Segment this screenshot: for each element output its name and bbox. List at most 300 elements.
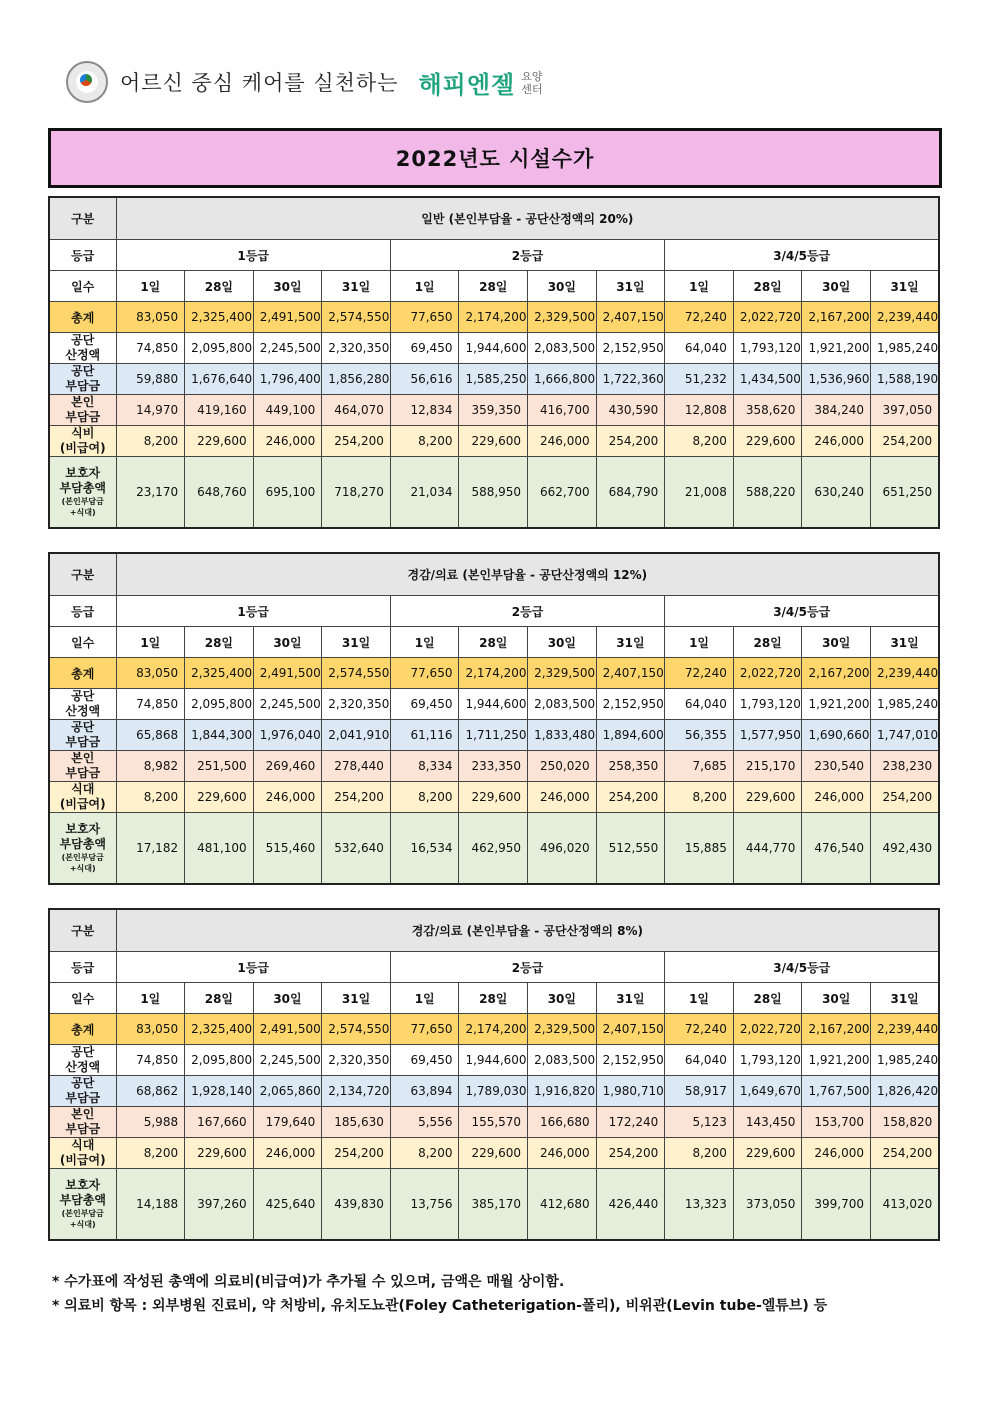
days-header: 30일 — [528, 627, 597, 658]
grade-header: 3/4/5등급 — [665, 240, 939, 271]
cell-total: 2,239,440 — [871, 658, 940, 689]
days-header: 1일 — [665, 983, 734, 1014]
cell-total: 2,174,200 — [459, 658, 528, 689]
cell-guard: 515,460 — [253, 813, 322, 885]
cell-self: 233,350 — [459, 751, 528, 782]
cell-guard: 496,020 — [528, 813, 597, 885]
cell-gong: 58,917 — [665, 1076, 734, 1107]
cell-self: 215,170 — [733, 751, 802, 782]
fee-table — [48, 196, 940, 529]
cell-guard: 588,950 — [459, 457, 528, 529]
days-header: 1일 — [390, 627, 459, 658]
days-header: 28일 — [733, 627, 802, 658]
cell-total: 2,407,150 — [596, 658, 665, 689]
cell-gong: 1,649,670 — [733, 1076, 802, 1107]
cell-calc: 74,850 — [116, 333, 185, 364]
cell-self: 167,660 — [185, 1107, 254, 1138]
cell-calc: 2,320,350 — [322, 333, 391, 364]
table-heading: 경감/의료 (본인부담율 - 공단산정액의 8%) — [116, 909, 939, 952]
days-header: 31일 — [596, 271, 665, 302]
cell-calc: 2,083,500 — [528, 333, 597, 364]
cell-guard: 662,700 — [528, 457, 597, 529]
cell-meal: 8,200 — [116, 426, 185, 457]
cell-meal: 246,000 — [802, 1138, 871, 1169]
grade-header: 3/4/5등급 — [665, 952, 940, 983]
cell-guard: 17,182 — [116, 813, 185, 885]
cell-meal: 229,600 — [733, 782, 802, 813]
cell-total: 2,167,200 — [802, 302, 871, 333]
table-row — [49, 426, 939, 457]
cell-guard: 21,008 — [665, 457, 734, 529]
row-label-self: 본인 부담금 — [49, 1107, 116, 1138]
page-header — [66, 62, 542, 102]
cell-total: 2,174,200 — [459, 302, 528, 333]
footnote: * 의료비 항목 : 외부병원 진료비, 약 처방비, 유치도뇨관(Foley Catheterigation-폴리), 비위관(Levin tube-엘튜브) 등 — [52, 1298, 828, 1314]
cell-self: 153,700 — [802, 1107, 871, 1138]
cell-calc: 1,985,240 — [871, 689, 940, 720]
cell-meal: 8,200 — [665, 782, 734, 813]
cell-self: 238,230 — [871, 751, 940, 782]
grade-header: 2등급 — [390, 596, 664, 627]
days-header: 31일 — [871, 271, 940, 302]
cell-meal: 8,200 — [665, 1138, 734, 1169]
cell-meal: 254,200 — [596, 1138, 665, 1169]
cell-total: 2,325,400 — [185, 1014, 254, 1045]
cell-calc: 64,040 — [665, 333, 734, 364]
cell-calc: 2,245,500 — [253, 689, 322, 720]
cell-calc: 1,985,240 — [871, 333, 940, 364]
cell-calc: 74,850 — [116, 689, 185, 720]
table-row — [49, 333, 939, 364]
days-header: 31일 — [596, 983, 665, 1014]
cell-meal: 229,600 — [733, 1138, 802, 1169]
cell-gong: 61,116 — [390, 720, 459, 751]
cell-gong: 1,588,190 — [871, 364, 940, 395]
cell-calc: 1,793,120 — [733, 1045, 802, 1076]
cell-total: 2,574,550 — [322, 658, 391, 689]
cell-self: 12,808 — [665, 395, 734, 426]
days-label: 일수 — [49, 271, 116, 302]
cell-total: 83,050 — [116, 302, 185, 333]
cell-total: 2,329,500 — [528, 302, 597, 333]
row-label-self: 본인 부담금 — [49, 395, 116, 426]
cell-total: 77,650 — [390, 1014, 459, 1045]
cell-guard: 630,240 — [802, 457, 871, 529]
cell-self: 230,540 — [802, 751, 871, 782]
cell-self: 358,620 — [733, 395, 802, 426]
cell-self: 278,440 — [322, 751, 391, 782]
gubun-label: 구분 — [49, 553, 116, 596]
days-header: 31일 — [871, 983, 940, 1014]
cell-self: 419,160 — [185, 395, 254, 426]
days-label: 일수 — [49, 983, 116, 1014]
cell-self: 258,350 — [596, 751, 665, 782]
days-header: 30일 — [253, 983, 322, 1014]
cell-total: 2,574,550 — [322, 302, 391, 333]
cell-calc: 64,040 — [665, 1045, 734, 1076]
days-header: 31일 — [596, 627, 665, 658]
days-header: 30일 — [802, 627, 871, 658]
cell-guard: 13,323 — [665, 1169, 734, 1241]
table-row — [49, 364, 939, 395]
row-label-gong: 공단 부담금 — [49, 720, 116, 751]
cell-calc: 2,152,950 — [596, 333, 665, 364]
cell-guard: 439,830 — [322, 1169, 391, 1241]
cell-meal: 246,000 — [528, 426, 597, 457]
cell-gong: 1,796,400 — [253, 364, 322, 395]
cell-gong: 1,789,030 — [459, 1076, 528, 1107]
cell-gong: 51,232 — [665, 364, 734, 395]
cell-meal: 246,000 — [253, 426, 322, 457]
cell-self: 5,556 — [390, 1107, 459, 1138]
cell-guard: 425,640 — [253, 1169, 322, 1241]
cell-gong: 1,711,250 — [459, 720, 528, 751]
cell-meal: 246,000 — [253, 782, 322, 813]
table-row — [49, 1076, 939, 1107]
cell-gong: 56,355 — [665, 720, 734, 751]
days-header: 31일 — [871, 627, 940, 658]
days-header: 28일 — [733, 271, 802, 302]
seal-logo-icon — [66, 61, 108, 103]
cell-guard: 512,550 — [596, 813, 665, 885]
cell-self: 430,590 — [596, 395, 665, 426]
grade-header: 3/4/5등급 — [665, 596, 939, 627]
cell-gong: 1,894,600 — [596, 720, 665, 751]
table-row — [49, 751, 939, 782]
cell-meal: 229,600 — [185, 1138, 254, 1169]
cell-guard: 462,950 — [459, 813, 528, 885]
cell-meal: 246,000 — [528, 782, 597, 813]
days-header: 31일 — [322, 271, 391, 302]
cell-meal: 254,200 — [596, 782, 665, 813]
cell-self: 416,700 — [528, 395, 597, 426]
cell-gong: 1,976,040 — [253, 720, 322, 751]
row-label-total: 총계 — [49, 1014, 116, 1045]
row-label-meal: 식비 (비급여) — [49, 426, 116, 457]
days-header: 1일 — [116, 627, 185, 658]
cell-meal: 8,200 — [390, 426, 459, 457]
cell-guard: 413,020 — [871, 1169, 940, 1241]
days-header: 30일 — [528, 271, 597, 302]
cell-total: 2,022,720 — [733, 302, 802, 333]
cell-guard: 399,700 — [802, 1169, 871, 1241]
days-header: 28일 — [185, 271, 254, 302]
cell-meal: 254,200 — [596, 426, 665, 457]
table-row — [49, 1138, 939, 1169]
cell-calc: 1,793,120 — [733, 689, 802, 720]
cell-gong: 1,916,820 — [528, 1076, 597, 1107]
cell-calc: 2,152,950 — [596, 689, 665, 720]
cell-guard: 492,430 — [871, 813, 940, 885]
grade-header: 2등급 — [390, 240, 664, 271]
cell-guard: 588,220 — [733, 457, 802, 529]
cell-self: 269,460 — [253, 751, 322, 782]
cell-calc: 1,921,200 — [802, 1045, 871, 1076]
cell-meal: 254,200 — [322, 426, 391, 457]
table-row — [49, 302, 939, 333]
cell-guard: 412,680 — [528, 1169, 597, 1241]
cell-total: 2,407,150 — [596, 1014, 665, 1045]
table-row — [49, 1169, 939, 1241]
cell-calc: 74,850 — [116, 1045, 185, 1076]
cell-guard: 444,770 — [733, 813, 802, 885]
days-label: 일수 — [49, 627, 116, 658]
cell-guard: 397,260 — [185, 1169, 254, 1241]
cell-meal: 254,200 — [871, 782, 940, 813]
row-label-calc: 공단 산정액 — [49, 333, 116, 364]
cell-meal: 229,600 — [733, 426, 802, 457]
cell-guard: 16,534 — [390, 813, 459, 885]
cell-total: 2,329,500 — [528, 1014, 597, 1045]
grade-label: 등급 — [49, 240, 116, 271]
cell-self: 250,020 — [528, 751, 597, 782]
cell-calc: 1,921,200 — [802, 689, 871, 720]
brand-name: 해피엔젤 — [418, 70, 516, 99]
cell-calc: 69,450 — [390, 689, 459, 720]
cell-meal: 8,200 — [116, 782, 185, 813]
cell-self: 251,500 — [185, 751, 254, 782]
table-row — [49, 813, 939, 885]
cell-guard: 15,885 — [665, 813, 734, 885]
cell-self: 7,685 — [665, 751, 734, 782]
table-row — [49, 457, 939, 529]
cell-self: 143,450 — [733, 1107, 802, 1138]
cell-gong: 1,747,010 — [871, 720, 940, 751]
cell-self: 158,820 — [871, 1107, 940, 1138]
days-header: 30일 — [528, 983, 597, 1014]
cell-guard: 21,034 — [390, 457, 459, 529]
cell-meal: 8,200 — [116, 1138, 185, 1169]
cell-calc: 2,095,800 — [185, 1045, 254, 1076]
days-header: 30일 — [802, 983, 871, 1014]
cell-guard: 695,100 — [253, 457, 322, 529]
cell-total: 72,240 — [665, 1014, 734, 1045]
cell-self: 397,050 — [871, 395, 940, 426]
days-header: 28일 — [459, 983, 528, 1014]
cell-meal: 254,200 — [322, 782, 391, 813]
cell-self: 5,988 — [116, 1107, 185, 1138]
cell-calc: 2,320,350 — [322, 1045, 391, 1076]
cell-guard: 648,760 — [185, 457, 254, 529]
cell-meal: 246,000 — [253, 1138, 322, 1169]
days-header: 28일 — [185, 983, 254, 1014]
cell-calc: 64,040 — [665, 689, 734, 720]
cell-gong: 1,844,300 — [185, 720, 254, 751]
days-header: 1일 — [665, 627, 734, 658]
gubun-label: 구분 — [49, 909, 116, 952]
cell-gong: 1,690,660 — [802, 720, 871, 751]
table-row — [49, 1014, 939, 1045]
cell-self: 384,240 — [802, 395, 871, 426]
cell-guard: 14,188 — [116, 1169, 185, 1241]
cell-self: 8,334 — [390, 751, 459, 782]
cell-gong: 2,065,860 — [253, 1076, 322, 1107]
cell-calc: 2,095,800 — [185, 333, 254, 364]
row-label-self: 본인 부담금 — [49, 751, 116, 782]
cell-gong: 1,585,250 — [459, 364, 528, 395]
cell-self: 155,570 — [459, 1107, 528, 1138]
slogan: 어르신 중심 케어를 실천하는 — [120, 71, 399, 95]
table-row — [49, 658, 939, 689]
days-header: 1일 — [665, 271, 734, 302]
cell-meal: 229,600 — [185, 782, 254, 813]
cell-total: 77,650 — [390, 302, 459, 333]
cell-gong: 65,868 — [116, 720, 185, 751]
row-label-guard: 보호자 부담총액 (본인부담금 +식대) — [49, 457, 116, 529]
cell-calc: 69,450 — [390, 1045, 459, 1076]
cell-self: 179,640 — [253, 1107, 322, 1138]
cell-self: 464,070 — [322, 395, 391, 426]
days-header: 28일 — [459, 627, 528, 658]
grade-header: 1등급 — [116, 596, 390, 627]
cell-gong: 1,722,360 — [596, 364, 665, 395]
grade-header: 1등급 — [116, 240, 390, 271]
cell-calc: 2,083,500 — [528, 1045, 597, 1076]
days-header: 1일 — [116, 271, 185, 302]
cell-guard: 373,050 — [733, 1169, 802, 1241]
days-header: 28일 — [185, 627, 254, 658]
cell-calc: 69,450 — [390, 333, 459, 364]
cell-guard: 651,250 — [871, 457, 940, 529]
table-heading: 경감/의료 (본인부담율 - 공단산정액의 12%) — [116, 553, 939, 596]
cell-self: 166,680 — [528, 1107, 597, 1138]
table-heading: 일반 (본인부담율 - 공단산정액의 20%) — [116, 197, 939, 240]
days-header: 28일 — [459, 271, 528, 302]
cell-meal: 8,200 — [390, 782, 459, 813]
cell-gong: 2,041,910 — [322, 720, 391, 751]
cell-guard: 385,170 — [459, 1169, 528, 1241]
cell-guard: 532,640 — [322, 813, 391, 885]
row-label-total: 총계 — [49, 302, 116, 333]
footnotes — [52, 1270, 827, 1318]
gubun-label: 구분 — [49, 197, 116, 240]
cell-calc: 2,320,350 — [322, 689, 391, 720]
days-header: 28일 — [733, 983, 802, 1014]
cell-meal: 8,200 — [390, 1138, 459, 1169]
cell-gong: 1,666,800 — [528, 364, 597, 395]
cell-self: 5,123 — [665, 1107, 734, 1138]
cell-self: 14,970 — [116, 395, 185, 426]
cell-gong: 1,434,500 — [733, 364, 802, 395]
cell-guard: 481,100 — [185, 813, 254, 885]
grade-label: 등급 — [49, 596, 116, 627]
row-label-meal: 식대 (비급여) — [49, 782, 116, 813]
grade-header: 2등급 — [390, 952, 664, 983]
cell-meal: 229,600 — [459, 782, 528, 813]
days-header: 1일 — [116, 983, 185, 1014]
cell-total: 77,650 — [390, 658, 459, 689]
cell-meal: 254,200 — [322, 1138, 391, 1169]
cell-total: 2,325,400 — [185, 658, 254, 689]
days-header: 30일 — [802, 271, 871, 302]
days-header: 1일 — [390, 271, 459, 302]
cell-total: 2,491,500 — [253, 1014, 322, 1045]
row-label-total: 총계 — [49, 658, 116, 689]
cell-meal: 246,000 — [802, 782, 871, 813]
days-header: 30일 — [253, 627, 322, 658]
cell-calc: 1,921,200 — [802, 333, 871, 364]
cell-gong: 1,676,640 — [185, 364, 254, 395]
cell-calc: 1,944,600 — [459, 1045, 528, 1076]
cell-gong: 63,894 — [390, 1076, 459, 1107]
cell-guard: 23,170 — [116, 457, 185, 529]
cell-calc: 1,944,600 — [459, 689, 528, 720]
days-header: 31일 — [322, 627, 391, 658]
cell-calc: 2,152,950 — [596, 1045, 665, 1076]
row-label-guard: 보호자 부담총액 (본인부담금 +식대) — [49, 813, 116, 885]
cell-calc: 2,083,500 — [528, 689, 597, 720]
cell-self: 359,350 — [459, 395, 528, 426]
row-label-meal: 식대 (비급여) — [49, 1138, 116, 1169]
row-label-guard: 보호자 부담총액 (본인부담금 +식대) — [49, 1169, 116, 1241]
cell-gong: 56,616 — [390, 364, 459, 395]
table-row — [49, 689, 939, 720]
fee-table — [48, 552, 940, 885]
cell-total: 2,167,200 — [802, 1014, 871, 1045]
page-title: 2022년도 시설수가 — [48, 128, 942, 188]
cell-gong: 68,862 — [116, 1076, 185, 1107]
cell-total: 72,240 — [665, 658, 734, 689]
cell-calc: 2,245,500 — [253, 1045, 322, 1076]
cell-total: 2,325,400 — [185, 302, 254, 333]
cell-gong: 1,833,480 — [528, 720, 597, 751]
cell-calc: 1,985,240 — [871, 1045, 940, 1076]
cell-self: 172,240 — [596, 1107, 665, 1138]
grade-label: 등급 — [49, 952, 116, 983]
cell-meal: 254,200 — [871, 1138, 940, 1169]
cell-calc: 2,245,500 — [253, 333, 322, 364]
days-header: 30일 — [253, 271, 322, 302]
cell-calc: 1,793,120 — [733, 333, 802, 364]
cell-self: 185,630 — [322, 1107, 391, 1138]
cell-total: 2,167,200 — [802, 658, 871, 689]
cell-total: 2,174,200 — [459, 1014, 528, 1045]
cell-guard: 718,270 — [322, 457, 391, 529]
cell-meal: 254,200 — [871, 426, 940, 457]
cell-self: 12,834 — [390, 395, 459, 426]
row-label-gong: 공단 부담금 — [49, 1076, 116, 1107]
brand-sub: 요양 센터 — [521, 70, 543, 96]
table-row — [49, 1045, 939, 1076]
cell-guard: 684,790 — [596, 457, 665, 529]
days-header: 1일 — [390, 983, 459, 1014]
fee-table — [48, 908, 940, 1241]
cell-total: 72,240 — [665, 302, 734, 333]
table-row — [49, 782, 939, 813]
cell-gong: 1,856,280 — [322, 364, 391, 395]
cell-gong: 59,880 — [116, 364, 185, 395]
cell-calc: 1,944,600 — [459, 333, 528, 364]
cell-guard: 476,540 — [802, 813, 871, 885]
cell-total: 2,491,500 — [253, 302, 322, 333]
cell-gong: 1,826,420 — [871, 1076, 940, 1107]
cell-total: 2,574,550 — [322, 1014, 391, 1045]
cell-self: 449,100 — [253, 395, 322, 426]
cell-meal: 246,000 — [528, 1138, 597, 1169]
table-row — [49, 720, 939, 751]
cell-meal: 229,600 — [185, 426, 254, 457]
footnote: * 수가표에 작성된 총액에 의료비(비급여)가 추가될 수 있으며, 금액은 매월 상이함. — [52, 1274, 565, 1290]
cell-self: 8,982 — [116, 751, 185, 782]
row-label-calc: 공단 산정액 — [49, 1045, 116, 1076]
cell-total: 2,491,500 — [253, 658, 322, 689]
cell-total: 83,050 — [116, 1014, 185, 1045]
cell-gong: 2,134,720 — [322, 1076, 391, 1107]
cell-meal: 246,000 — [802, 426, 871, 457]
cell-gong: 1,536,960 — [802, 364, 871, 395]
row-label-calc: 공단 산정액 — [49, 689, 116, 720]
cell-gong: 1,767,500 — [802, 1076, 871, 1107]
